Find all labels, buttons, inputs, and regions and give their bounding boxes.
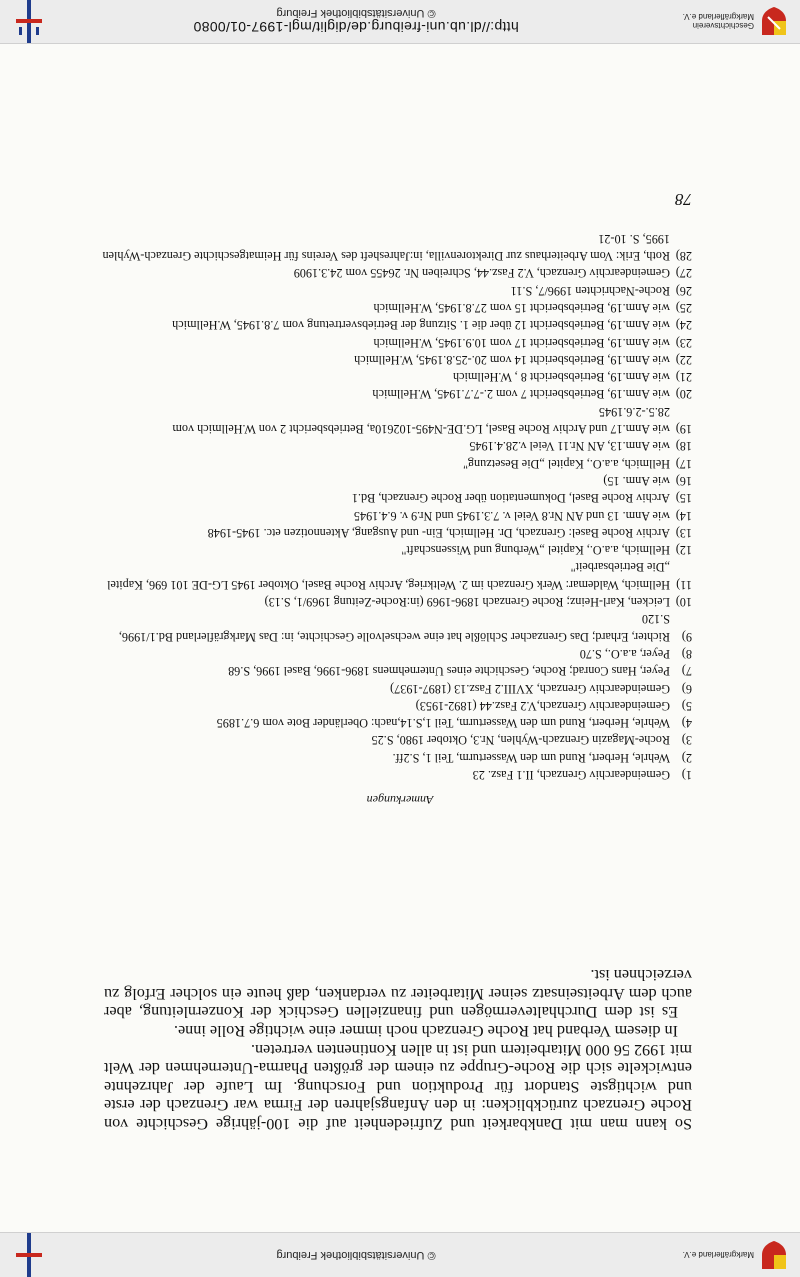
- note-number: 28): [675, 249, 692, 264]
- note-number: 11): [676, 577, 692, 592]
- note-number: 20): [675, 387, 692, 402]
- note-text: Wehrle, Herbert, Rund um den Wasserturm, Teil 1, S.2ff.: [392, 750, 670, 765]
- note-number: 12): [675, 543, 692, 558]
- note-text: Hellmich, a.a.O., Kapitel „Werbung und Wissenschaft": [401, 543, 670, 558]
- note-number: 15): [675, 491, 692, 506]
- note-text: Peyer, Hans Conrad; Roche, Geschichte eines Unternehmens 1896-1996, Basel 1996, S.68: [228, 664, 670, 679]
- note-text: Roche-Magazin Grenzach-Wyhlen, Nr.3, Oktober 1980, S.25: [371, 733, 670, 748]
- note-item: [102, 230, 692, 265]
- note-item: [102, 679, 692, 696]
- note-text: Leicken, Karl-Heinz; Roche Grenzach 1896-1969 (in:Roche-Zeitung 1969/1, S.13): [264, 595, 670, 610]
- note-item: [102, 731, 692, 748]
- note-item: [102, 506, 692, 523]
- note-item: [102, 264, 692, 281]
- note-text: Gemeindearchiv Grenzach, II.1 Fasz. 23: [472, 768, 670, 782]
- note-number: 19): [675, 422, 692, 437]
- note-item: [102, 524, 692, 541]
- body-paragraph: In diesem Verband hat Roche Grenzach noch immer eine wichtige Rolle inne.: [173, 1022, 678, 1041]
- note-number: 13): [675, 525, 692, 540]
- note-number: 16): [675, 473, 692, 488]
- note-number: 25): [675, 300, 692, 315]
- note-text: Roche-Nachrichten 1996/7, S.11: [510, 283, 670, 298]
- body-paragraph: So kann man mit Dankbarkeit und Zufriedenheit auf die 100-jährige Geschichte von Roche Grenzach zurückblicken: in den Anfangsjahren der Firma war Grenzach der erste und wichtigste Standort für Produktion und Forschung. Im Laufe der Jahrzehnte entwickelte sich die Roche-Gruppe zu einem der größten Pharma-Unternehmen der Welt mit 1992 56 000 Mitarbeitern und ist in allen Kontinenten vertreten.: [104, 1040, 692, 1133]
- notes-heading: Anmerkungen: [366, 793, 434, 807]
- note-text: Archiv Roche Basel: Grenzach, Dr. Hellmich, Ein- und Ausgang, Aktennotizen etc. 1945-1948: [207, 525, 670, 540]
- society-name-top: Markgräflerland e.V.: [682, 1250, 754, 1260]
- note-item: [102, 558, 692, 593]
- note-text: wie Anm.19, Betriebsbericht 15 vom 27.8.1945, W.Hellmich: [373, 300, 670, 315]
- society-crest-icon: [760, 5, 788, 37]
- note-item: [102, 714, 692, 731]
- note-item: [102, 402, 692, 437]
- body-paragraph: Es ist dem Durchhaltevermögen und finanziellen Geschick der Konzernleitung, aber auch dem Arbeitseinsatz seiner Mitarbeiter zu verdanken, daß heute ein solcher Erfolg zu verzeichnen ist.: [104, 966, 692, 1022]
- permalink-url[interactable]: http://dl.ub.uni-freiburg.de/diglit/mgl-1997-01/0080: [193, 19, 519, 35]
- note-number: 14): [675, 508, 692, 523]
- note-number: 22): [675, 352, 692, 367]
- note-number: 1): [681, 768, 692, 782]
- note-text: Hellmich, Waldemar: Werk Grenzach im 2. Weltkrieg, Archiv Roche Basel, Oktober 1945 LG-DE 101 696, Kapitel „Die Betriebsarbeit": [107, 560, 670, 592]
- note-text: Wehrle, Herbert, Rund um den Wasserturm, Teil 1,S.14,nach: Oberländer Bote vom 6.7.1895: [216, 716, 670, 731]
- note-text: Gemeindearchiv Grenzach,V.2 Fasz.44 (1892-1953): [415, 698, 670, 713]
- page-number: 78: [675, 190, 692, 209]
- note-text: wie Anm. 13 und AN Nr.8 Veiel v. 7.3.1945 und Nr.9 v. 6.4.1945: [353, 508, 670, 523]
- library-logo-top-icon: [10, 1233, 48, 1277]
- note-number: 26): [675, 283, 692, 298]
- body-text: [104, 966, 692, 1133]
- note-number: 27): [675, 266, 692, 281]
- note-item: [102, 472, 692, 489]
- note-item: [102, 610, 692, 645]
- note-number: 6): [681, 681, 692, 696]
- note-text: Hellmich, a.a.O., Kapitel „Die Besetzung": [462, 456, 670, 471]
- library-logo-icon: [10, 0, 48, 43]
- note-item: [102, 385, 692, 402]
- note-text: Richter, Erhard; Das Grenzacher Schlößle hat eine wechselvolle Geschichte, in: Das Markgräflerland Bd.1/1996, S.120: [118, 612, 670, 644]
- note-item: [102, 281, 692, 298]
- note-text: wie Anm.17 und Archiv Roche Basel, LG.DE-N495-102610a, Betriebsbericht 2 von W.Hellmich vom 28.5.-2.6.1945: [172, 404, 670, 437]
- note-item: [102, 489, 692, 506]
- note-text: Gemeindearchiv Grenzach, V.2 Fasz.44, Schreiben Nr. 26455 vom 24.3.1909: [293, 266, 670, 281]
- note-item: [102, 368, 692, 385]
- note-number: 17): [675, 456, 692, 471]
- note-item: [102, 748, 692, 765]
- note-item: [102, 333, 692, 350]
- note-item: [102, 454, 692, 471]
- note-number: 3): [681, 733, 692, 748]
- note-number: 4): [681, 716, 692, 731]
- note-text: wie Anm.19, Betriebsbericht 12 über die 1. Sitzung der Betriebsvertretung vom 7.8.1945, W.Hellmich: [172, 318, 670, 333]
- note-item: [102, 662, 692, 679]
- note-text: wie Anm.19, Betriebsbericht 8 , W.Hellmich: [453, 370, 670, 385]
- note-number: 8): [681, 646, 692, 661]
- note-number: 24): [675, 318, 692, 333]
- note-text: wie Anm.19, Betriebsbericht 17 vom 10.9.1945, W.Hellmich: [373, 335, 670, 350]
- repository-banner: [0, 0, 800, 44]
- note-text: wie Anm. 15): [603, 473, 670, 488]
- note-number: 10): [675, 595, 692, 610]
- copyright-notice: © Universitätsbibliothek Freiburg: [276, 7, 436, 19]
- note-item: [102, 593, 692, 610]
- note-text: Roth, Erik: Vom Arbeiterhaus zur Direktorenvilla, in:Jahresheft des Vereins für Heimatgeschichte Grenzach-Wyhlen 1995, S. 10-21: [102, 231, 670, 264]
- note-text: Archiv Roche Basel, Dokumentation über Roche Grenzach, Bd.1: [351, 491, 670, 506]
- note-text: Peyer, a.a.O., S.70: [579, 646, 670, 661]
- note-text: wie Anm.19, Betriebsbericht 7 vom 2.-7.7.1945, W.Hellmich: [372, 387, 670, 402]
- note-item: [102, 697, 692, 714]
- note-number: 23): [675, 335, 692, 350]
- notes-list: [102, 230, 692, 784]
- society-name: Geschichtsverein Markgräflerland e.V.: [682, 12, 754, 30]
- note-item: [102, 437, 692, 454]
- note-number: 21): [675, 370, 692, 385]
- note-text: wie Anm.19, Betriebsbericht 14 vom 20.-25.8.1945, W.Hellmich: [354, 352, 670, 367]
- society-crest-icon: [760, 1239, 788, 1271]
- note-text: Gemeindearchiv Grenzach, XVIII.2 Fasz.13 (1897-1937): [390, 681, 670, 696]
- note-item: [102, 541, 692, 558]
- note-number: 9): [681, 629, 692, 644]
- top-repository-banner: [0, 1232, 800, 1277]
- note-item: [102, 766, 692, 783]
- note-text: wie Anm.13, AN Nr.11 Veiel v.28.4.1945: [469, 439, 670, 454]
- note-number: 7): [681, 664, 692, 679]
- note-item: [102, 316, 692, 333]
- note-item: [102, 351, 692, 368]
- note-item: [102, 645, 692, 662]
- note-number: 18): [675, 439, 692, 454]
- note-number: 2): [681, 750, 692, 765]
- note-item: [102, 299, 692, 316]
- note-number: 5): [681, 698, 692, 713]
- copyright-top: © Universitätsbibliothek Freiburg: [276, 1249, 436, 1261]
